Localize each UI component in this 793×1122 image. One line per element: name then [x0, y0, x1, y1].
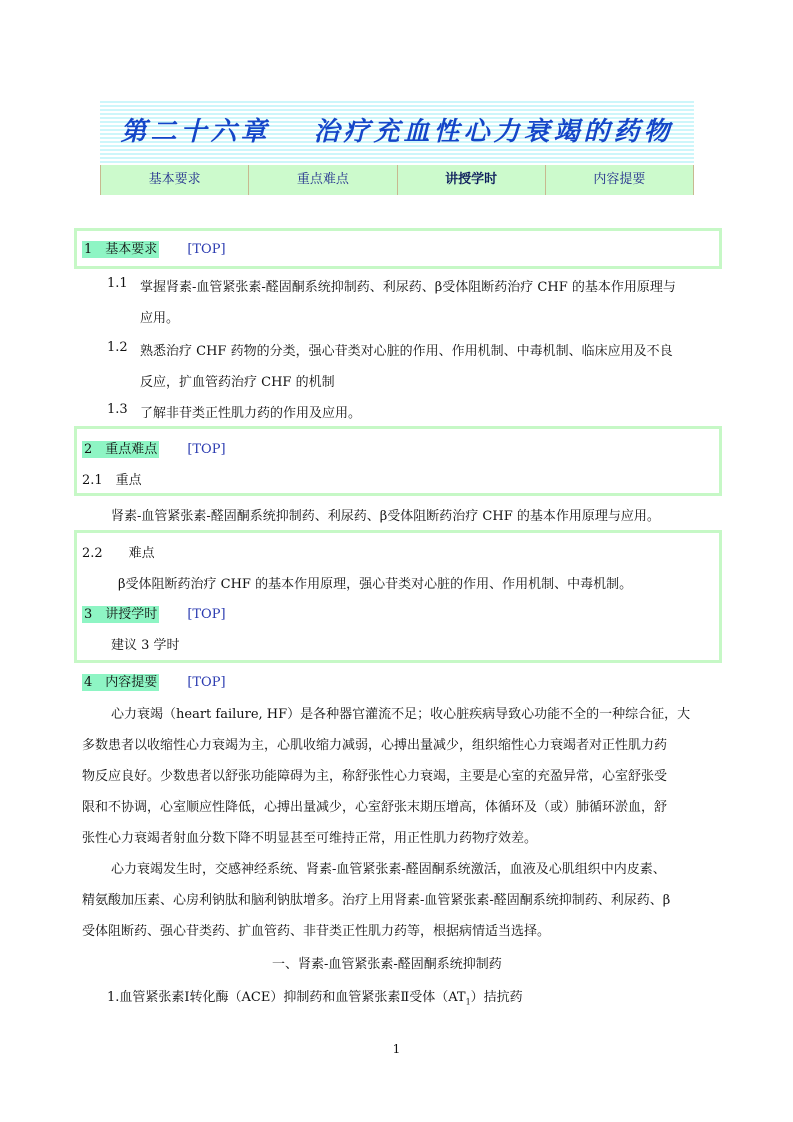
sub-subheading: 1.血管紧张素Ⅰ转化酶（ACE）抑制药和血管紧张素Ⅱ受体$(AT_1)$拮抗药 [107, 990, 523, 1007]
item-1-1-cont: 应用。 [140, 311, 180, 326]
section3-heading: 3 讲授学时 [TOP] [84, 607, 226, 622]
paragraph-line: 物反应良好。少数患者以舒张功能障碍为主，称舒张性心力衰竭，主要是心室的充盈异常，心室舒张受 [82, 769, 668, 784]
subheading: 一、肾素-血管紧张素-醛固酮系统抑制药 [272, 957, 502, 972]
chapter-title-banner [100, 99, 694, 163]
paragraph-line: 心力衰竭发生时，交感神经系统、肾素-血管紧张素-醛固酮系统激活，血液及心肌组织中内皮素、 [111, 862, 666, 877]
top-link[interactable]: [TOP] [187, 607, 226, 622]
section2-heading: 2 重点难点 [TOP] [84, 442, 226, 457]
item-1-3: 1.3 了解非苷类正性肌力药的作用及应用。 [107, 402, 362, 421]
section-nav [100, 165, 694, 195]
difficulties-text: β受体阻断药治疗 CHF 的基本作用原理，强心苷类对心脏的作用、作用机制、中毒机制。 [118, 577, 633, 592]
paragraph-line: 限和不协调，心室顺应性降低，心搏出量减少，心室舒张末期压增高，体循环及（或）肺循环淤血，舒 [82, 800, 668, 815]
section2-box [74, 426, 722, 496]
section-title: 基本要求 [105, 242, 158, 257]
top-link[interactable]: [TOP] [187, 675, 226, 690]
section4-heading: 4 内容提要 [TOP] [84, 675, 226, 690]
section1-heading [82, 238, 226, 257]
nav-basic-requirements[interactable]: 基本要求 [100, 165, 248, 195]
paragraph-line: 多数患者以收缩性心力衰竭为主，心肌收缩力减弱，心搏出量减少，组织缩性心力衰竭者对正性肌力药 [82, 738, 668, 753]
nav-content-summary[interactable]: 内容提要 [545, 165, 694, 195]
paragraph-line: 受体阻断药、强心苷类药、扩血管药、非苷类正性肌力药等，根据病情适当选择。 [82, 924, 551, 939]
paragraph-line: 精氨酸加压素、心房利钠肽和脑利钠肽增多。治疗上用肾素-血管紧张素-醛固酮系统抑制药、利尿药、β [82, 893, 671, 908]
subsection-2-1: 2.1 重点 [82, 473, 142, 488]
section-number: 1 [84, 242, 93, 257]
top-link[interactable]: [TOP] [187, 442, 226, 457]
item-1-1: 1.1 掌握肾素-血管紧张素-醛固酮系统抑制药、利尿药、β受体阻断药治疗 CHF 的基本作用原理与 [107, 276, 676, 295]
chapter-title: 第二十六章 治疗充血性心力衰竭的药物 [120, 117, 674, 147]
teaching-hours-text: 建议 3 学时 [111, 638, 180, 653]
paragraph-line: 张性心力衰竭者射血分数下降不明显甚至可维持正常，用正性肌力药物疗效差。 [82, 831, 538, 846]
paragraph-line: 心力衰竭（heart failure, HF）是各种器官灌流不足；收心脏疾病导致心功能不全的一种综合征，大 [111, 707, 691, 722]
nav-teaching-hours[interactable]: 讲授学时 [397, 165, 545, 195]
nav-key-points[interactable]: 重点难点 [248, 165, 396, 195]
key-points-text: 肾素-血管紧张素-醛固酮系统抑制药、利尿药、β受体阻断药治疗 CHF 的基本作用原理与应用。 [111, 509, 660, 524]
top-link[interactable]: [TOP] [187, 242, 226, 257]
subsection-2-2: 2.2 难点 [82, 546, 155, 561]
item-1-2-cont: 反应，扩血管药治疗 CHF 的机制 [140, 375, 335, 390]
page-number: 1 [392, 1042, 401, 1056]
item-1-2: 1.2 熟悉治疗 CHF 药物的分类，强心苷类对心脏的作用、作用机制、中毒机制、临床应用及不良 [107, 340, 673, 359]
